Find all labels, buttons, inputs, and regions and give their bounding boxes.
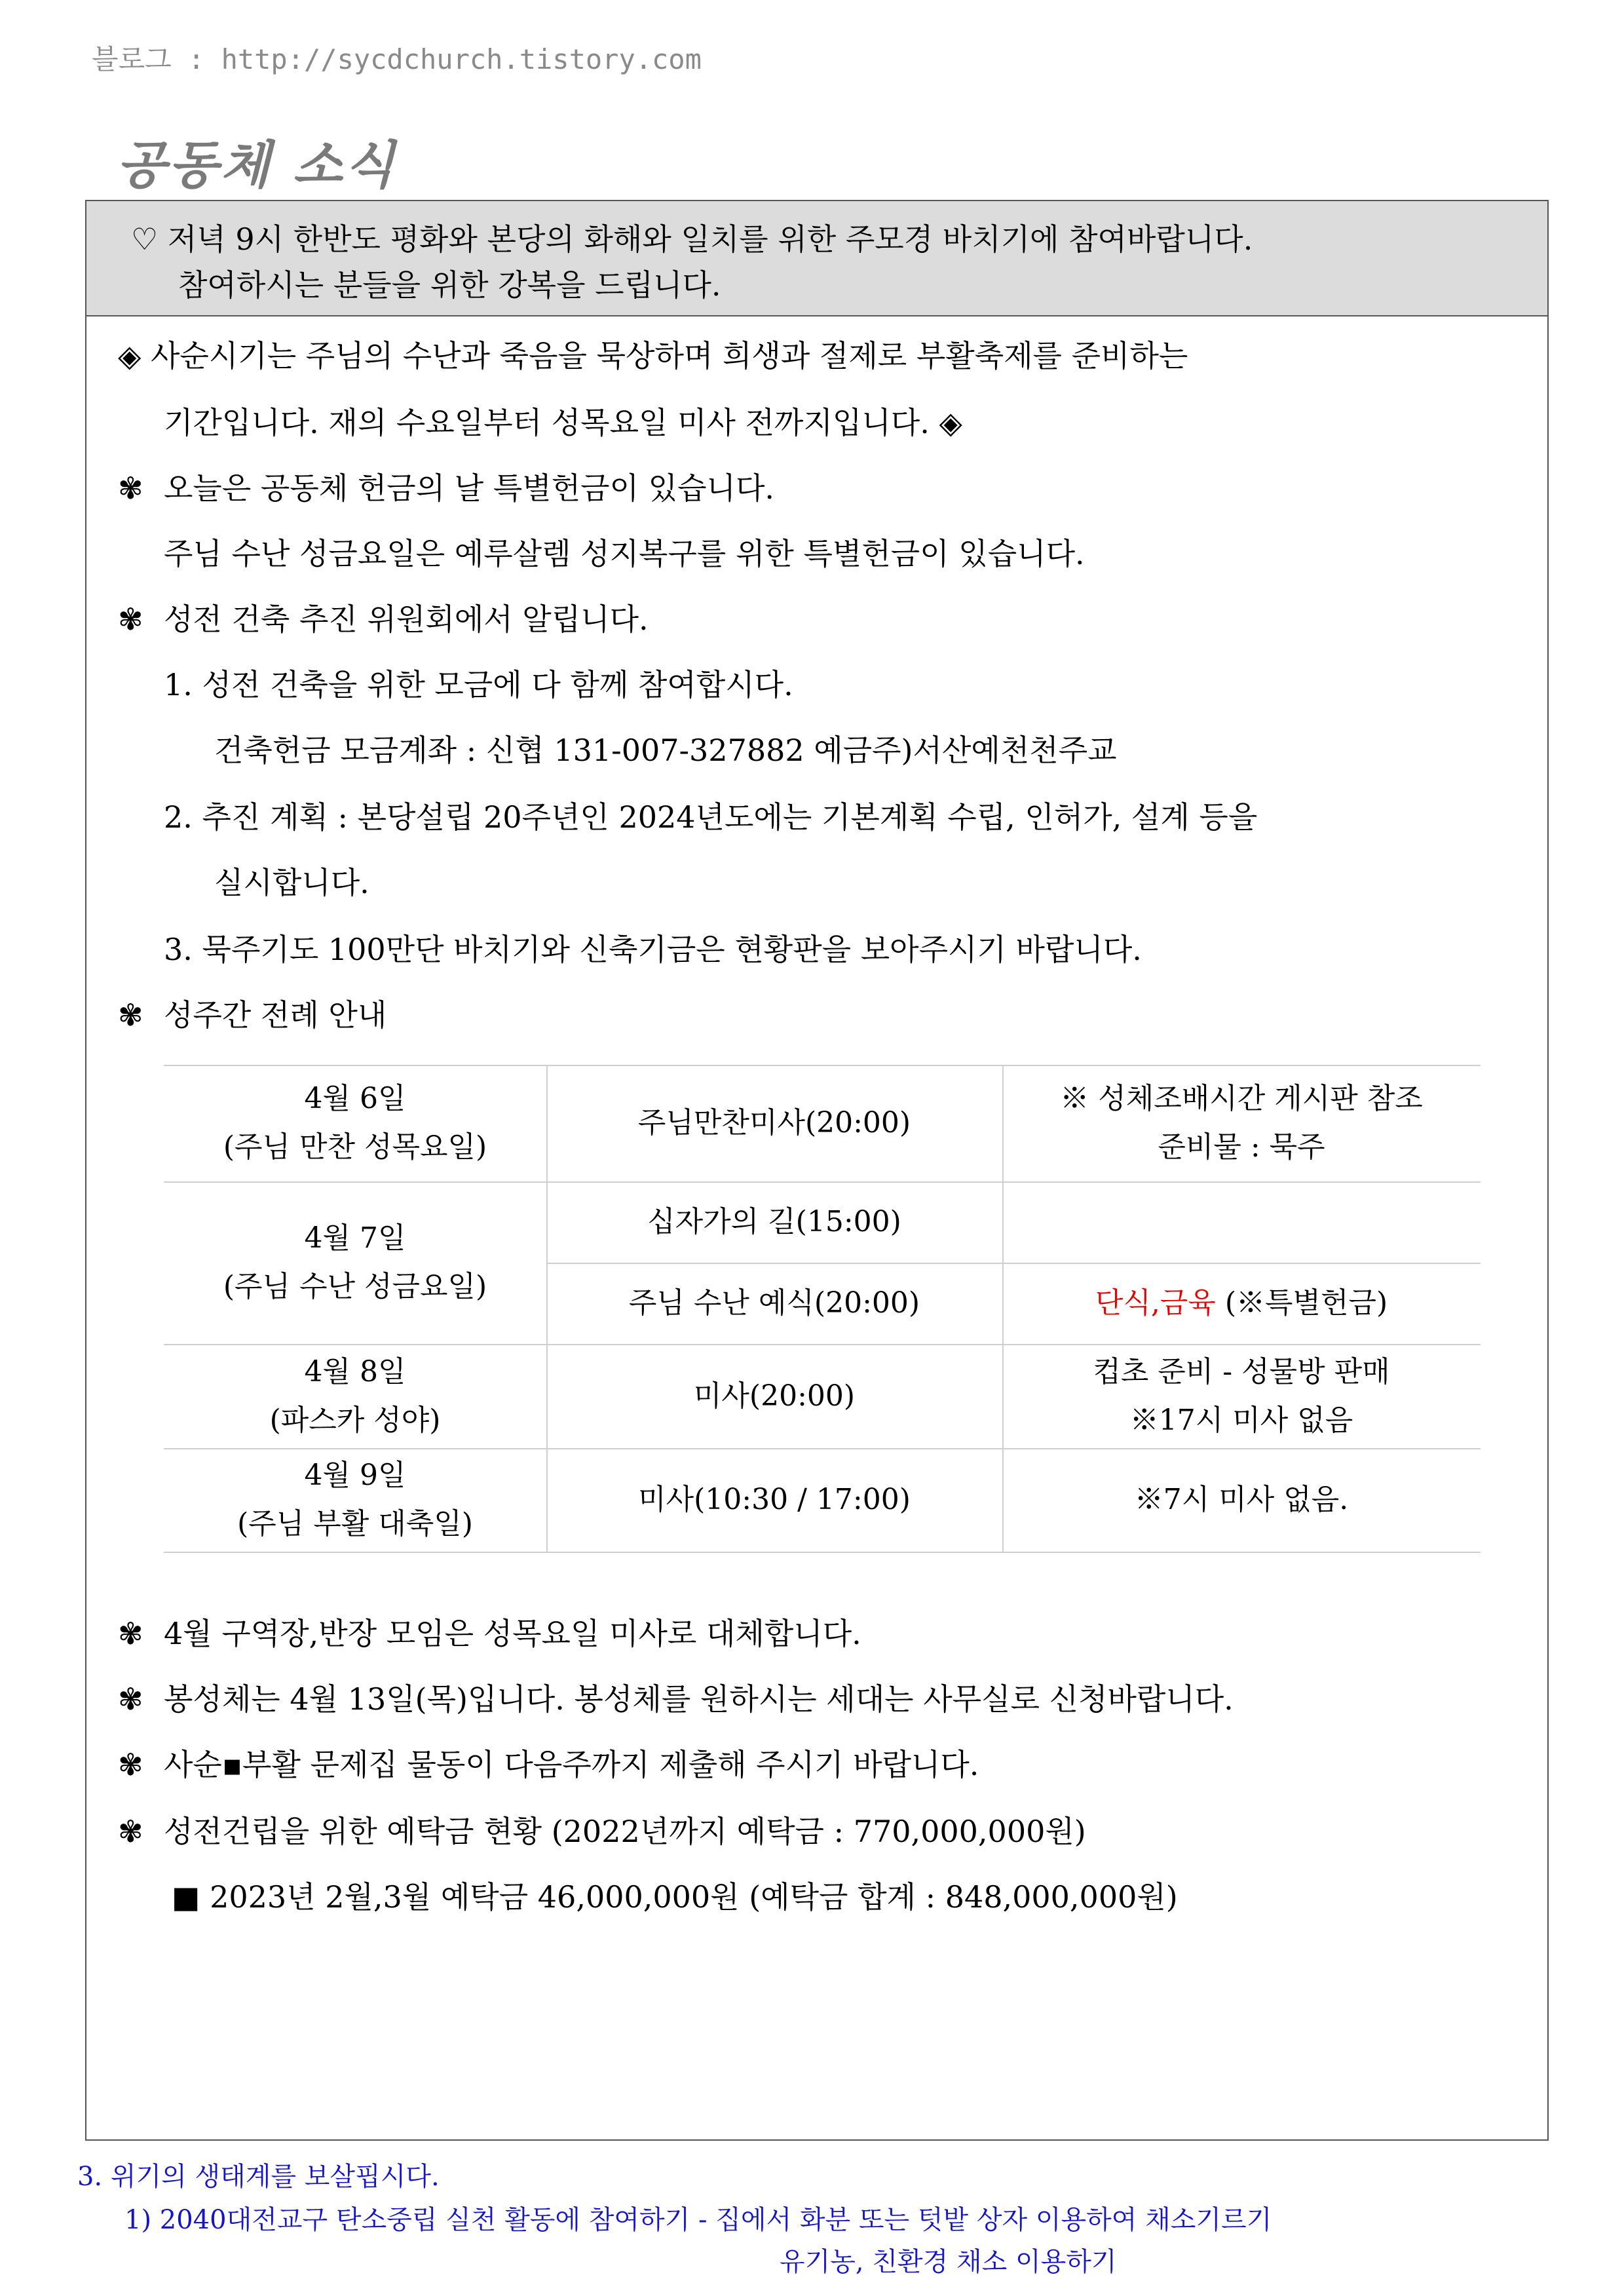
schedule-service: 미사(10:30 / 17:00) <box>638 1483 911 1516</box>
schedule-note: 단식,금육 (※특별헌금) <box>1095 1286 1388 1320</box>
lent-line-2: 기간입니다. 재의 수요일부터 성목요일 미사 전까지입니다. ◈ <box>164 405 962 440</box>
schedule-service: 주님 수난 예식(20:00) <box>628 1286 920 1320</box>
schedule-date: 4월 8일 <box>304 1354 406 1388</box>
banner-line-2: 참여하시는 분들을 위한 강복을 드립니다. <box>178 267 721 303</box>
notice-communion: ✾ 봉성체는 4월 13일(목)입니다. 봉성체를 원하시는 세대는 사무실로 신청바랍니다. <box>118 1681 1234 1717</box>
blog-url: 블로그 : http://sycdchurch.tistory.com <box>92 43 702 75</box>
schedule-note-cell <box>1002 1263 1481 1344</box>
schedule-heading: ✾ 성주간 전례 안내 <box>118 997 387 1033</box>
banner-line-1: ♡ 저녁 9시 한반도 평화와 본당의 화해와 일치를 위한 주모경 바치기에 참여바랍니다. <box>131 221 1253 257</box>
flower-bullet-icon: ✾ <box>118 1616 143 1651</box>
schedule-service: 십자가의 길(15:00) <box>647 1205 901 1238</box>
schedule-service-cell <box>546 1263 1002 1344</box>
schedule-note-cell <box>1002 1065 1481 1181</box>
schedule-date: 4월 9일 <box>304 1459 406 1492</box>
notice-meeting: ✾ 4월 구역장,반장 모임은 성목요일 미사로 대체합니다. <box>118 1616 861 1651</box>
schedule-service: 미사(20:00) <box>693 1379 856 1413</box>
footer-line-1: 3. 위기의 생태계를 보살핍시다. <box>77 2162 440 2192</box>
schedule-service-cell <box>546 1448 1002 1552</box>
flower-bullet-icon: ✾ <box>118 997 143 1033</box>
building-account: 건축헌금 모금계좌 : 신협 131-007-327882 예금주)서산예천천주교 <box>214 733 1117 768</box>
schedule-service: 주님만찬미사(20:00) <box>637 1106 911 1139</box>
schedule-date: 4월 6일 <box>304 1082 406 1115</box>
section-title: 공동체 소식 <box>117 136 397 195</box>
schedule-date-cell <box>164 1181 546 1344</box>
building-item-3: 3. 묵주기도 100만단 바치기와 신축기금은 현황판을 보아주시기 바랍니다. <box>164 932 1142 967</box>
schedule-note-cell <box>1002 1344 1481 1448</box>
flower-bullet-icon: ✾ <box>118 1747 143 1782</box>
building-item-2-cont: 실시합니다. <box>214 865 369 900</box>
schedule-service-cell <box>546 1181 1002 1263</box>
schedule-day: (주님 만찬 성목요일) <box>223 1130 487 1164</box>
lent-line-1: ◈ 사순시기는 주님의 수난과 죽음을 묵상하며 희생과 절제로 부활축제를 준비하는 <box>118 338 1188 373</box>
schedule-day: (파스카 성야) <box>269 1403 441 1437</box>
flower-bullet-icon: ✾ <box>118 1814 143 1849</box>
building-item-1: 1. 성전 건축을 위한 모금에 다 함께 참여합시다. <box>164 667 793 702</box>
notice-deposit-detail: ■ 2023년 2월,3월 예탁금 46,000,000원 (예탁금 합계 : 848,000,000원) <box>172 1879 1178 1915</box>
schedule-date-cell <box>164 1448 546 1552</box>
schedule-note: ※7시 미사 없음. <box>1134 1483 1349 1516</box>
flower-bullet-icon: ✾ <box>118 470 143 506</box>
schedule-date: 4월 7일 <box>304 1221 406 1255</box>
building-item-2: 2. 추진 계획 : 본당설립 20주년인 2024년도에는 기본계획 수립, 인허가, 설계 등을 <box>164 799 1258 835</box>
notice-deposit: ✾ 성전건립을 위한 예탁금 현황 (2022년까지 예탁금 : 770,000,000원) <box>118 1814 1086 1849</box>
schedule-service-cell <box>546 1344 1002 1448</box>
schedule-date-cell <box>164 1065 546 1181</box>
footer-line-3: 유기농, 친환경 채소 이용하기 <box>780 2247 1117 2277</box>
schedule-day: (주님 수난 성금요일) <box>223 1270 487 1303</box>
offering-line-2: 주님 수난 성금요일은 예루살렘 성지복구를 위한 특별헌금이 있습니다. <box>164 536 1085 571</box>
holy-week-schedule-table <box>164 1065 1481 1553</box>
schedule-note: ※17시 미사 없음 <box>1129 1403 1353 1437</box>
schedule-day: (주님 부활 대축일) <box>237 1507 473 1540</box>
prayer-banner <box>86 201 1547 316</box>
schedule-date-cell <box>164 1344 546 1448</box>
offering-line-1: ✾ 오늘은 공동체 헌금의 날 특별헌금이 있습니다. <box>118 470 775 506</box>
schedule-note: 컵초 준비 - 성물방 판매 <box>1093 1354 1390 1388</box>
flower-bullet-icon: ✾ <box>118 1681 143 1717</box>
schedule-service-cell <box>546 1065 1002 1181</box>
schedule-note: 준비물 : 묵주 <box>1158 1130 1325 1164</box>
fasting-note: 단식,금육 <box>1095 1286 1216 1320</box>
building-heading: ✾ 성전 건축 추진 위원회에서 알립니다. <box>118 602 649 637</box>
footer-line-2: 1) 2040대전교구 탄소중립 실천 활동에 참여하기 - 집에서 화분 또는 텃밭 상자 이용하여 채소기르기 <box>124 2205 1272 2235</box>
schedule-note-cell <box>1002 1448 1481 1552</box>
notice-quiz: ✾ 사순▪부활 문제집 물동이 다음주까지 제출해 주시기 바랍니다. <box>118 1747 979 1782</box>
flower-bullet-icon: ✾ <box>118 602 143 637</box>
schedule-note: ※ 성체조배시간 게시판 참조 <box>1060 1082 1423 1115</box>
